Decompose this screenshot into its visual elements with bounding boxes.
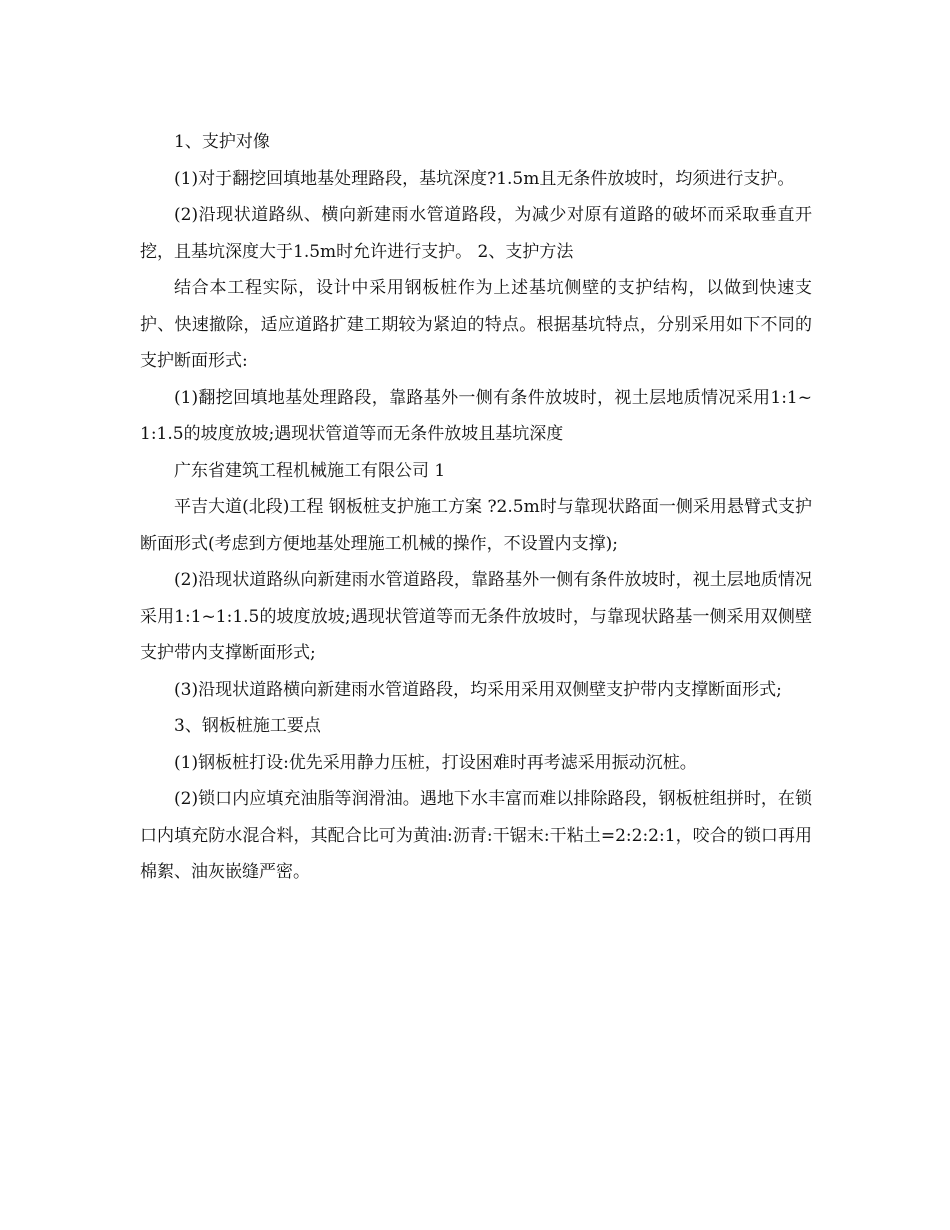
heading-construction-points: 3、钢板桩施工要点 — [174, 716, 321, 736]
paragraph-lock-filling: (2)锁口内应填充油脂等润滑油。遇地下水丰富而难以排除路段，钢板桩组拼时，在锁口内填充防水混合料，其配合比可为黄油:沥青:干锯末:干粘土=2:2:2:1，咬合的锁口再用棉絮、油灰嵌缝严密。 — [140, 789, 812, 882]
paragraph-cantilever-support: 平吉大道(北段)工程 钢板桩支护施工方案 ?2.5m时与靠现状路面一侧采用悬臂式支护断面形式(考虑到方便地基处理施工机械的操作，不设置内支撑); — [140, 497, 812, 554]
document-body — [140, 124, 812, 891]
paragraph-backfill-slope: (1)翻挖回填地基处理路段，靠路基外一侧有条件放坡时，视土层地质情况采用1:1~1:1.5的坡度放坡;遇现状管道等而无条件放坡且基坑深度 — [140, 387, 812, 444]
paragraph-pile-driving: (1)钢板桩打设:优先采用静力压桩，打设困难时再考滤采用振动沉桩。 — [174, 752, 697, 773]
heading-support-objects: 1、支护对像 — [174, 132, 270, 152]
paragraph-longitudinal-pipe: (2)沿现状道路纵向新建雨水管道路段，靠路基外一侧有条件放坡时，视土层地质情况采用1:1~1:1.5的坡度放坡;遇现状管道等而无条件放坡时，与靠现状路基一侧采用双侧壁支护带内支撑断面形式; — [140, 570, 812, 663]
page-footer-company: 广东省建筑工程机械施工有限公司 1 — [174, 460, 446, 481]
paragraph-backfill-support: (1)对于翻挖回填地基处理路段，基坑深度?1.5m且无条件放坡时，均须进行支护。 — [174, 168, 795, 189]
paragraph-pipe-support: (2)沿现状道路纵、横向新建雨水管道路段，为减少对原有道路的破坏而采取垂直开挖，且基坑深度大于1.5m时允许进行支护。 2、支护方法 — [140, 205, 812, 262]
paragraph-support-method: 结合本工程实际，设计中采用钢板桩作为上述基坑侧壁的支护结构，以做到快速支护、快速撤除，适应道路扩建工期较为紧迫的特点。根据基坑特点，分别采用如下不同的支护断面形式: — [140, 278, 812, 371]
paragraph-transverse-pipe: (3)沿现状道路横向新建雨水管道路段，均采用采用双侧壁支护带内支撑断面形式; — [174, 679, 782, 700]
